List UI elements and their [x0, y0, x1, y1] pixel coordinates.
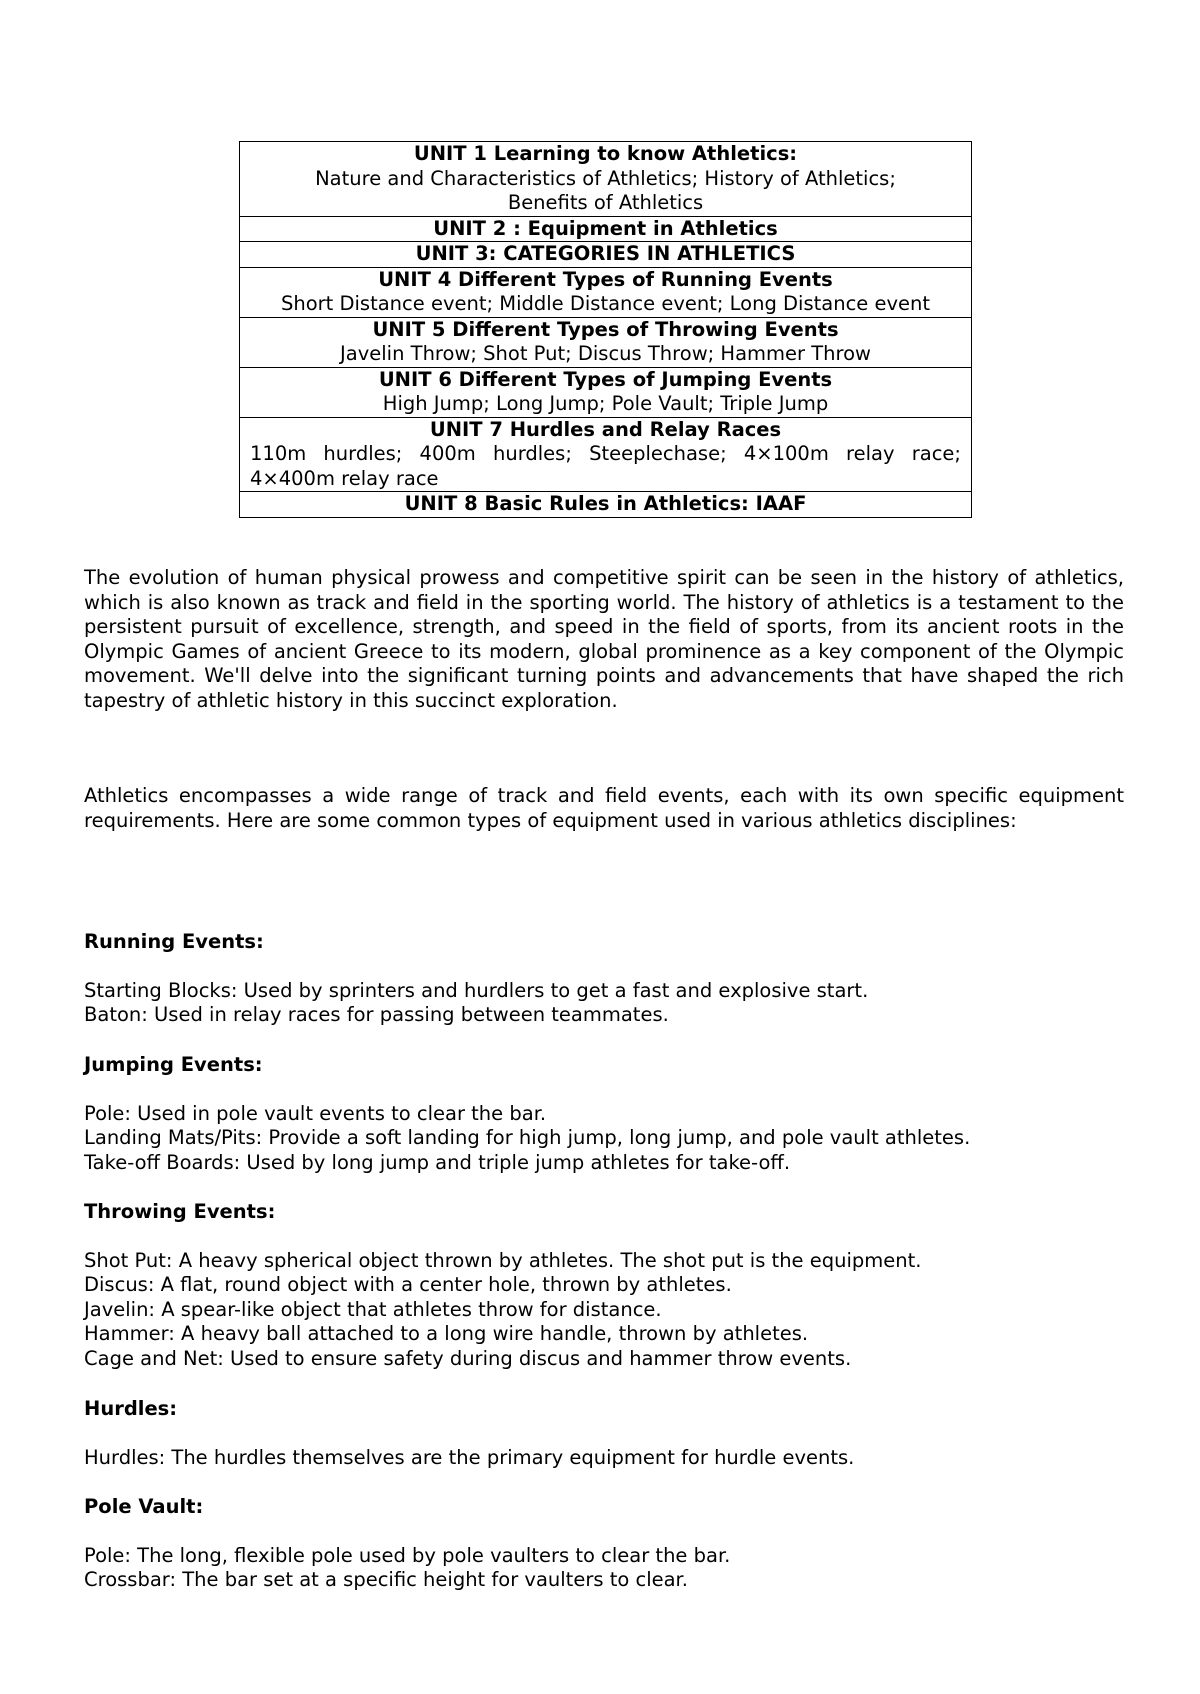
list-item: Cage and Net: Used to ensure safety during discus and hammer throw events. [84, 1346, 852, 1370]
table-row [240, 367, 972, 417]
list-item: Javelin: A spear-like object that athletes throw for distance. [84, 1297, 662, 1321]
unit-cell [240, 417, 972, 492]
unit-title: UNIT 7 Hurdles and Relay Races [429, 417, 782, 441]
unit-cell [240, 216, 972, 242]
unit-cell [240, 367, 972, 417]
section-heading: Pole Vault: [84, 1495, 204, 1518]
unit-cell [240, 267, 972, 317]
table-row [240, 317, 972, 367]
section-hurdles [84, 1397, 1124, 1470]
table-row [240, 142, 972, 217]
unit-topics: Short Distance event; Middle Distance event; Long Distance event [280, 292, 931, 315]
unit-title: UNIT 3: CATEGORIES IN ATHLETICS [415, 242, 796, 265]
table-row [240, 242, 972, 268]
table-row [240, 267, 972, 317]
list-item: Pole: Used in pole vault events to clear the bar. [84, 1101, 547, 1125]
unit-title: UNIT 6 Different Types of Jumping Events [378, 367, 833, 391]
section-throwing [84, 1200, 1124, 1371]
unit-title: UNIT 5 Different Types of Throwing Events [372, 317, 839, 341]
list-item: Take-off Boards: Used by long jump and triple jump athletes for take-off. [84, 1150, 791, 1174]
list-item: Shot Put: A heavy spherical object thrown by athletes. The shot put is the equipment. [84, 1248, 922, 1272]
unit-title: UNIT 8 Basic Rules in Athletics: IAAF [404, 492, 807, 515]
list-item: Baton: Used in relay races for passing between teammates. [84, 1003, 669, 1026]
equipment-intro-paragraph: Athletics encompasses a wide range of track and field events, each with its own specific equipment requirements. Here are some common types of equipment used in various athletics disciplines: [84, 784, 1124, 832]
unit-title: UNIT 2 : Equipment in Athletics [433, 216, 778, 240]
unit-topics: Javelin Throw; Shot Put; Discus Throw; Hammer Throw [340, 342, 871, 365]
unit-topics: 110m hurdles; 400m hurdles; Steeplechase; 4×100m relay race; 4×400m relay race [250, 442, 961, 490]
unit-cell [240, 317, 972, 367]
list-item: Hammer: A heavy ball attached to a long wire handle, thrown by athletes. [84, 1322, 809, 1345]
units-table [239, 141, 972, 518]
unit-topics: Nature and Characteristics of Athletics; History of Athletics; Benefits of Athletics [315, 166, 896, 214]
unit-title: UNIT 4 Different Types of Running Events [378, 267, 833, 291]
list-item: Discus: A flat, round object with a center hole, thrown by athletes. [84, 1273, 732, 1296]
list-item: Hurdles: The hurdles themselves are the primary equipment for hurdle events. [84, 1445, 855, 1469]
table-row [240, 492, 972, 518]
section-heading: Jumping Events: [84, 1053, 263, 1076]
section-heading: Running Events: [84, 930, 264, 953]
section-heading: Hurdles: [84, 1397, 178, 1420]
table-row [240, 216, 972, 242]
list-item: Crossbar: The bar set at a specific height for vaulters to clear. [84, 1568, 688, 1591]
unit-cell [240, 242, 972, 268]
section-pole-vault [84, 1495, 1124, 1593]
table-row [240, 417, 972, 492]
list-item: Starting Blocks: Used by sprinters and hurdlers to get a fast and explosive start. [84, 978, 869, 1002]
unit-title: UNIT 1 Learning to know Athletics: [413, 142, 798, 165]
unit-topics: High Jump; Long Jump; Pole Vault; Triple Jump [382, 392, 829, 415]
unit-cell [240, 492, 972, 518]
history-paragraph: The evolution of human physical prowess and competitive spirit can be seen in the history of athletics, which is also known as track and field in the sporting world. The history of athletics is a testament to the persistent pursuit of excellence, strength, and speed in the field of sports, from its ancient roots in the Olympic Games of ancient Greece to its modern, global prominence as a key component of the Olympic movement. We'll delve into the significant turning points and advancements that have shaped the rich tapestry of athletic history in this succinct exploration. [84, 566, 1124, 712]
list-item: Landing Mats/Pits: Provide a soft landing for high jump, long jump, and pole vault athletes. [84, 1126, 971, 1149]
list-item: Pole: The long, flexible pole used by pole vaulters to clear the bar. [84, 1543, 731, 1567]
unit-cell [240, 142, 972, 217]
section-heading: Throwing Events: [84, 1200, 276, 1223]
section-jumping [84, 1053, 1124, 1175]
section-running [84, 930, 1124, 1028]
